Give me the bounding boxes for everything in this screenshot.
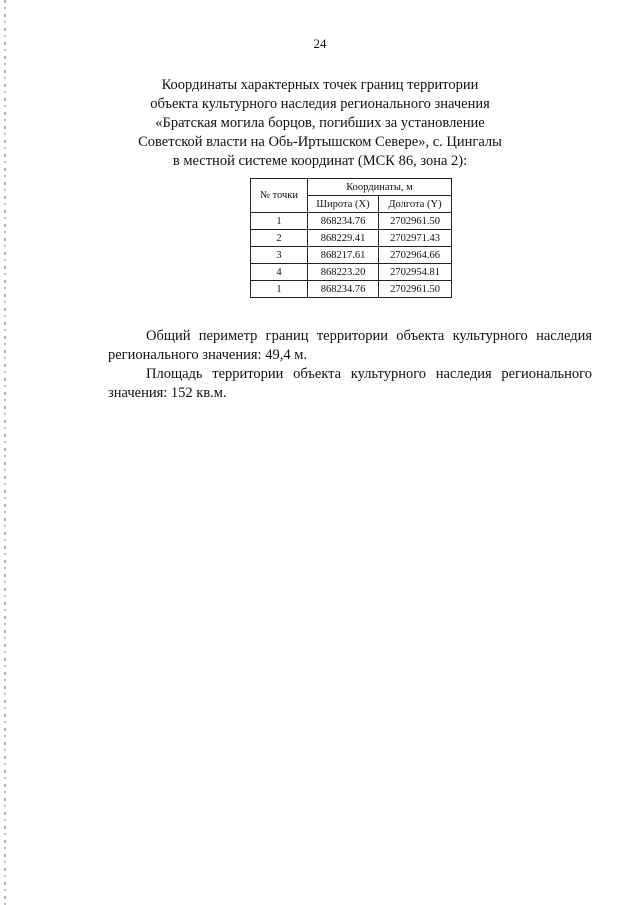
table-row bbox=[251, 213, 452, 230]
cell-point: 1 bbox=[251, 281, 308, 298]
cell-point: 2 bbox=[251, 230, 308, 247]
cell-y: 2702961.50 bbox=[379, 213, 452, 230]
page-number: 24 bbox=[313, 36, 327, 51]
cell-point: 4 bbox=[251, 264, 308, 281]
paragraph-line: Общий периметр границ территории объекта культурного наследия bbox=[146, 328, 592, 344]
cell-y: 2702964.66 bbox=[379, 247, 452, 264]
cell-x: 868217.61 bbox=[308, 247, 379, 264]
area-paragraph bbox=[108, 365, 592, 403]
title-line: «Братская могила борцов, погибших за установление bbox=[155, 115, 485, 131]
cell-y: 2702961.50 bbox=[379, 281, 452, 298]
title-line: в местной системе координат (МСК 86, зона 2): bbox=[172, 153, 468, 169]
coordinates-table bbox=[250, 178, 452, 298]
perimeter-paragraph bbox=[108, 327, 592, 365]
paragraph-line: Площадь территории объекта культурного наследия регионального bbox=[146, 366, 592, 382]
header-point-number: № точки bbox=[251, 179, 308, 213]
cell-y: 2702954.81 bbox=[379, 264, 452, 281]
table-row bbox=[251, 230, 452, 247]
paragraph-line: регионального значения: 49,4 м. bbox=[108, 347, 307, 363]
title-line: объекта культурного наследия регионального значения bbox=[150, 96, 490, 112]
cell-x: 868229.41 bbox=[308, 230, 379, 247]
table-row bbox=[251, 264, 452, 281]
cell-y: 2702971.43 bbox=[379, 230, 452, 247]
cell-point: 1 bbox=[251, 213, 308, 230]
cell-x: 868234.76 bbox=[308, 281, 379, 298]
title-line: Советской власти на Обь-Иртышском Севере», с. Цингалы bbox=[138, 134, 502, 150]
title-line: Координаты характерных точек границ территории bbox=[161, 77, 479, 93]
paragraph-line: значения: 152 кв.м. bbox=[108, 385, 227, 401]
table-row bbox=[251, 247, 452, 264]
document-title bbox=[100, 76, 540, 171]
header-latitude-x: Широта (X) bbox=[308, 196, 379, 213]
scan-edge-artifact bbox=[4, 0, 6, 905]
cell-x: 868234.76 bbox=[308, 213, 379, 230]
cell-x: 868223.20 bbox=[308, 264, 379, 281]
table-row bbox=[251, 281, 452, 298]
header-longitude-y: Долгота (Y) bbox=[379, 196, 452, 213]
header-coordinates: Координаты, м bbox=[308, 179, 452, 196]
cell-point: 3 bbox=[251, 247, 308, 264]
table-header-row bbox=[251, 179, 452, 196]
